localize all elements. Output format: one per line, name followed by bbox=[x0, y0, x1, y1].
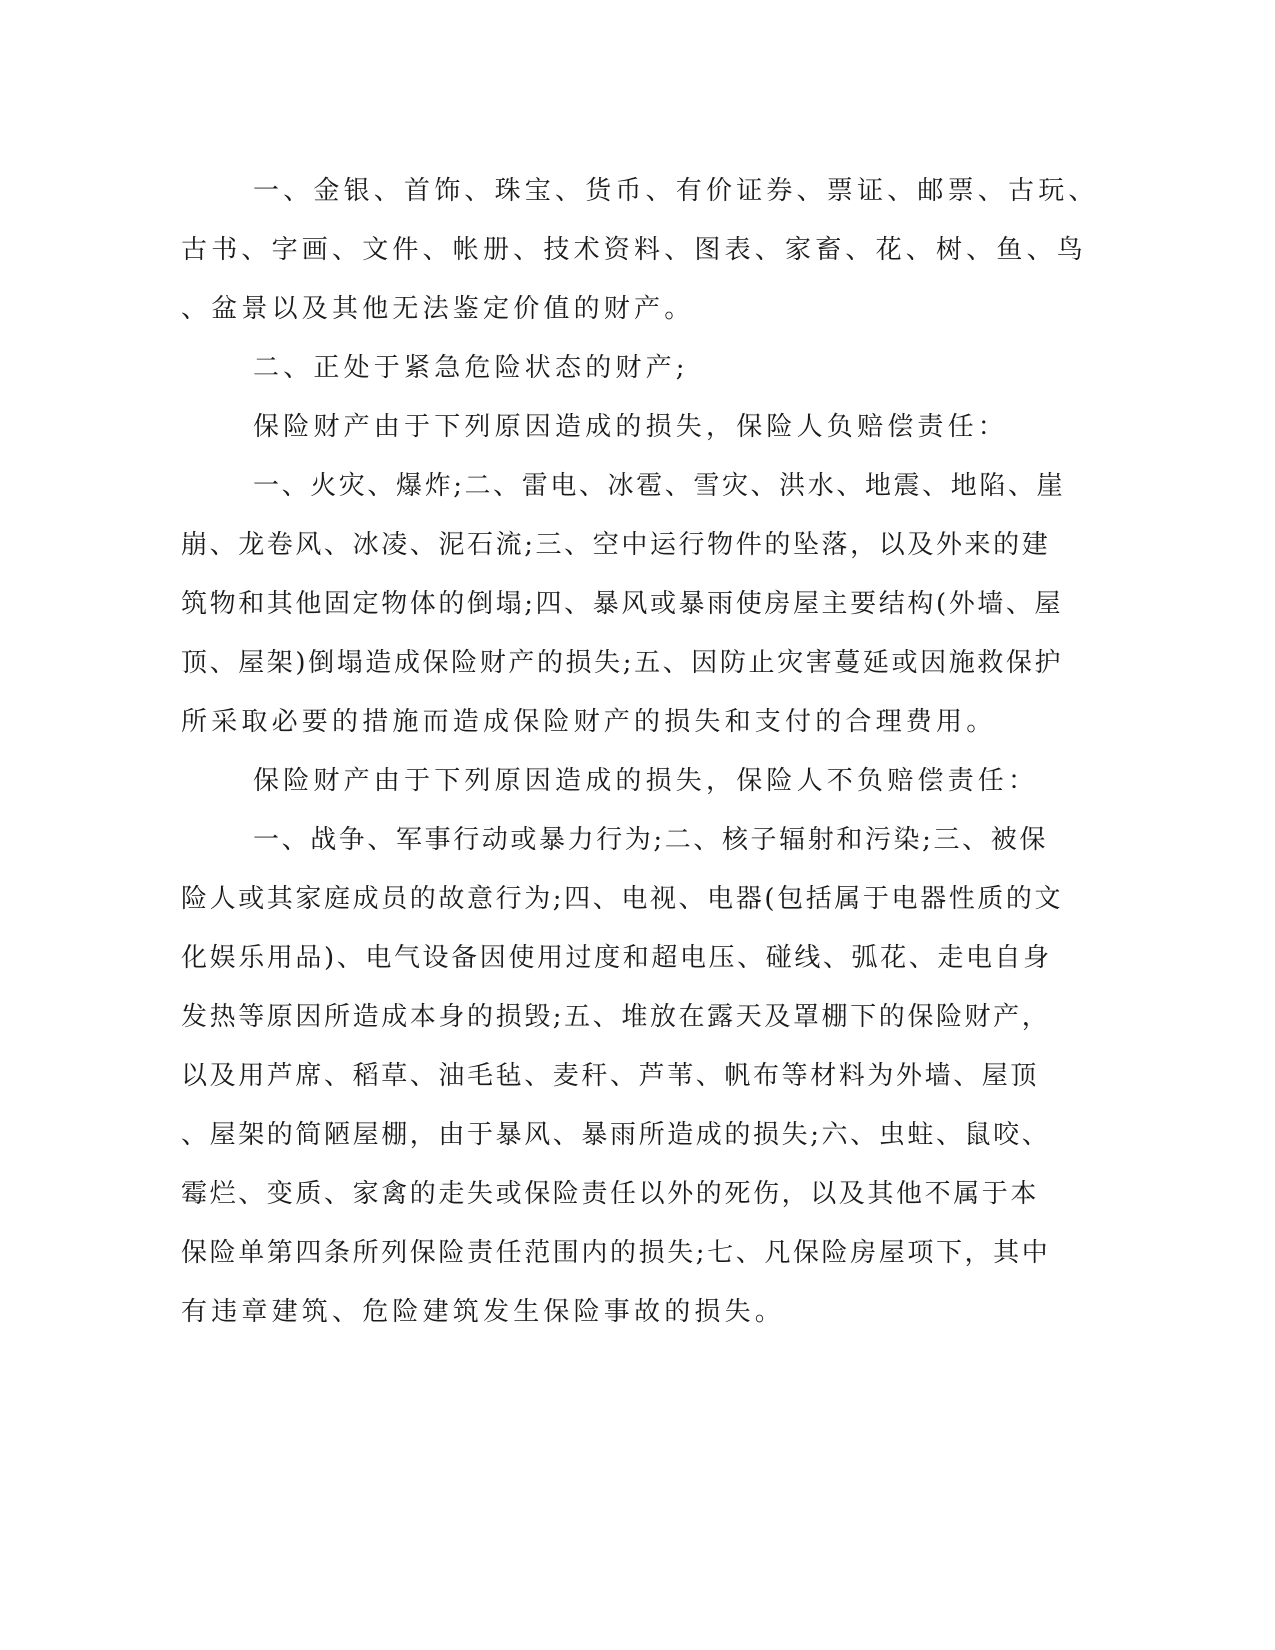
text-line: 二、正处于紧急危险状态的财产; bbox=[253, 353, 689, 383]
text-line: 一、火灾、爆炸;二、雷电、冰雹、雪灾、洪水、地震、地陷、崖 bbox=[253, 471, 1066, 501]
text-line: 古书、字画、文件、帐册、技术资料、图表、家畜、花、树、鱼、鸟 bbox=[181, 235, 1088, 265]
text-line: 一、战争、军事行动或暴力行为;二、核子辐射和污染;三、被保 bbox=[253, 825, 1048, 855]
text-line: 化娱乐用品)、电气设备因使用过度和超电压、碰线、弧花、走电自身 bbox=[181, 943, 1052, 973]
text-line: 崩、龙卷风、冰凌、泥石流;三、空中运行物件的坠落，以及外来的建 bbox=[181, 530, 1051, 560]
text-line: 保险财产由于下列原因造成的损失，保险人负赔偿责任： bbox=[253, 412, 1009, 442]
text-line: 、屋架的简陋屋棚，由于暴风、暴雨所造成的损失;六、虫蛀、鼠咬、 bbox=[181, 1120, 1051, 1150]
text-line: 所采取必要的措施而造成保险财产的损失和支付的合理费用。 bbox=[181, 707, 997, 737]
text-line: 保险财产由于下列原因造成的损失，保险人不负赔偿责任： bbox=[253, 766, 1039, 796]
text-line: 筑物和其他固定物体的倒塌;四、暴风或暴雨使房屋主要结构(外墙、屋 bbox=[181, 589, 1064, 619]
text-line: 、盆景以及其他无法鉴定价值的财产。 bbox=[181, 294, 695, 324]
text-line: 发热等原因所造成本身的损毁;五、堆放在露天及罩棚下的保险财产， bbox=[181, 1002, 1051, 1032]
text-line: 以及用芦席、稻草、油毛毡、麦秆、芦苇、帆布等材料为外墙、屋顶 bbox=[181, 1061, 1040, 1091]
text-line: 保险单第四条所列保险责任范围内的损失;七、凡保险房屋项下，其中 bbox=[181, 1238, 1051, 1268]
text-line: 霉烂、变质、家禽的走失或保险责任以外的死伤，以及其他不属于本 bbox=[181, 1179, 1040, 1209]
text-line: 险人或其家庭成员的故意行为;四、电视、电器(包括属于电器性质的文 bbox=[181, 884, 1064, 914]
text-line: 有违章建筑、危险建筑发生保险事故的损失。 bbox=[181, 1297, 786, 1327]
document-body bbox=[181, 162, 1099, 1342]
text-line: 顶、屋架)倒塌造成保险财产的损失;五、因防止灾害蔓延或因施救保护 bbox=[181, 648, 1064, 678]
text-line: 一、金银、首饰、珠宝、货币、有价证券、票证、邮票、古玩、 bbox=[253, 176, 1099, 206]
